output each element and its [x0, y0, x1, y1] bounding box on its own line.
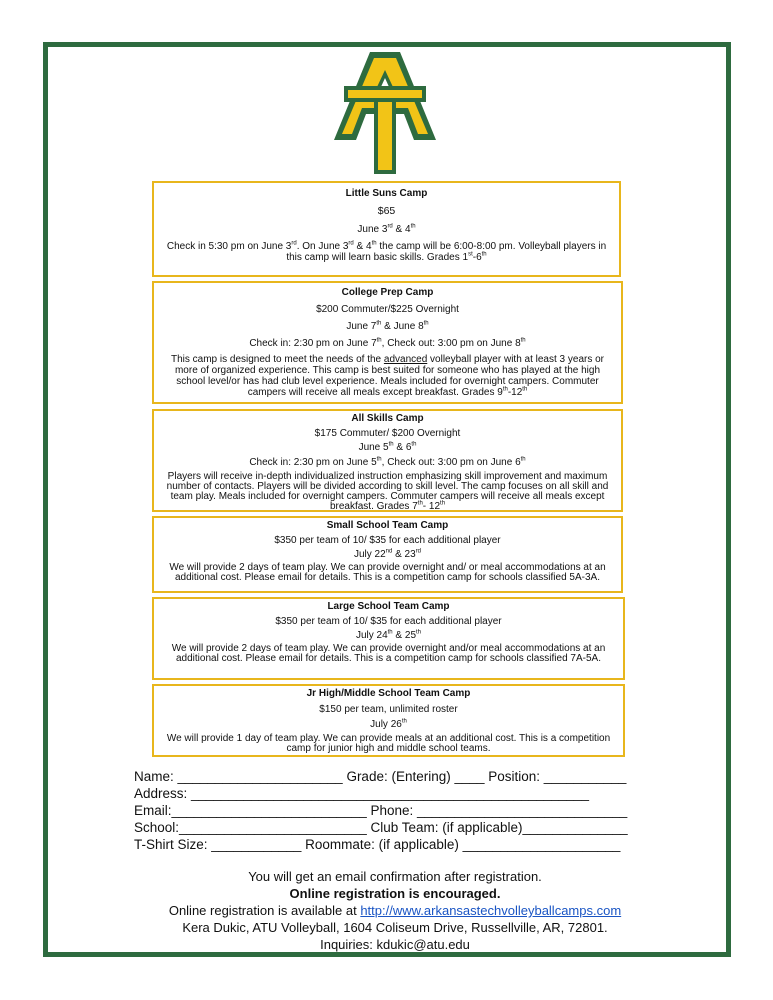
contact-address: Kera Dukic, ATU Volleyball, 1604 Coliseum Drive, Russellville, AR, 72801. [182, 920, 608, 935]
camp-dates: July 22nd & 23rd [353, 548, 422, 560]
camp-little-suns [152, 181, 621, 277]
camp-description: We will provide 2 days of team play. We can provide overnight and/ or meal accommodations at an additional cost. Please email for details. This is a competition camp for schools classified 5A-3A. [169, 562, 606, 583]
camp-title: All Skills Camp [351, 413, 424, 424]
encouraged-note: Online registration is encouraged. [289, 886, 501, 901]
registration-form [134, 768, 644, 853]
camp-dates: June 7th & June 8th [346, 320, 429, 332]
camp-small-school [152, 516, 623, 593]
confirmation-note: You will get an email confirmation after registration. [248, 869, 542, 884]
camp-title: Little Suns Camp [345, 188, 428, 199]
camp-large-school [152, 597, 625, 680]
camp-price: $65 [377, 205, 396, 217]
registration-link[interactable]: http://www.arkansastechvolleyballcamps.com [360, 903, 622, 918]
online-registration: Online registration is available at http://www.arkansastechvolleyballcamps.com [168, 903, 622, 918]
form-row-address[interactable]: Address: _____________________________________________________ [134, 786, 589, 801]
camp-dates: July 26th [370, 718, 407, 730]
camp-checkin: Check in: 2:30 pm on June 7th, Check out: 3:00 pm on June 8th [249, 337, 526, 349]
camp-dates: July 24th & 25th [355, 629, 422, 641]
camp-description: We will provide 1 day of team play. We can provide meals at an additional cost. This is a competition camp for junior high and middle school teams. [166, 733, 611, 754]
camp-title: Small School Team Camp [326, 520, 449, 531]
camp-college-prep [152, 281, 623, 404]
footer [100, 868, 690, 953]
camp-dates: June 3rd & 4th [357, 223, 416, 235]
form-row-tshirt-roommate[interactable]: T-Shirt Size: ____________ Roommate: (if applicable) _____________________ [134, 837, 621, 852]
camp-description: We will provide 2 days of team play. We can provide overnight and/or meal accommodations at an additional cost. Please email for details. This is a competition camp for schools classified 7A-5A. [171, 643, 606, 664]
form-row-name-grade-position[interactable]: Name: ______________________ Grade: (Entering) ____ Position: ___________ [134, 769, 627, 784]
camp-description: Check in 5:30 pm on June 3rd. On June 3rd & 4th the camp will be 6:00-8:00 pm. Volleyball players in this camp will learn basic skills. Grades 1st-6th [166, 240, 607, 263]
camp-description: This camp is designed to meet the needs of the advanced volleyball player with at least 3 years or more of organized experience. This camp is best suited for someone who has played at the high school level/or has had club level experience. Meals included for overnight campers. Commuter campers will receive all meals except breakfast. Grades 9th-12th [170, 354, 605, 398]
camp-checkin: Check in: 2:30 pm on June 5th, Check out: 3:00 pm on June 6th [249, 456, 526, 468]
form-row-email-phone[interactable]: Email:__________________________ Phone: ____________________________ [134, 803, 628, 818]
camp-price: $350 per team of 10/ $35 for each additional player [275, 616, 502, 627]
camp-jr-high [152, 684, 625, 757]
camp-price: $200 Commuter/$225 Overnight [316, 304, 459, 315]
inquiries-email: Inquiries: kdukic@atu.edu [320, 937, 470, 952]
camp-price: $350 per team of 10/ $35 for each additional player [274, 535, 501, 546]
camp-title: College Prep Camp [341, 287, 434, 298]
camp-description: Players will receive in-depth individualized instruction emphasizing skill improvement and maximum number of contacts. Players will be divided according to skill level. The camp focuses on all skill and team play. Meals included for overnight campers. Commuter campers will receive all meals except breakfast. Grades 7th- 12th [166, 471, 609, 512]
camp-dates: June 5th & 6th [358, 441, 417, 453]
camp-price: $150 per team, unlimited roster [319, 704, 458, 715]
camp-title: Jr High/Middle School Team Camp [306, 688, 471, 699]
form-row-school-club[interactable]: School:_________________________ Club Team: (if applicable)______________ [134, 820, 628, 835]
atu-logo-icon [332, 50, 438, 175]
camp-title: Large School Team Camp [327, 601, 450, 612]
camp-price: $175 Commuter/ $200 Overnight [314, 428, 461, 439]
camp-all-skills [152, 409, 623, 512]
